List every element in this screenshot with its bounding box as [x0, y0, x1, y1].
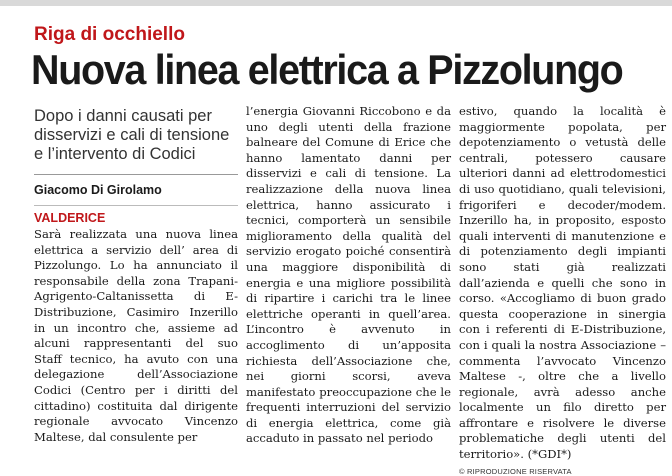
summary: Dopo i danni causati per disservizi e cali di tensione e l’intervento di Codici [34, 107, 230, 163]
copyright-notice: © RIPRODUZIONE RISERVATA [459, 466, 572, 476]
body-text-col3: estivo, quando la località è maggiormente popolata, per depotenziamento o vetustà delle centrali, potessero causare ulteriori danni ad elettrodomestici di uso quotidiano, quali televisioni, frigoriferi e decoder/modem. Inzerillo ha, in proposito, esposto quali interventi di manutenzione e di potenziamento degli impianti sono stati già realizzati dall’azienda e quelli che sono in corso. «Accogliamo di buon grado questa cooperazione in sinergia con i referenti di E-Distribuzione, con i quali la nostra Associazione – commenta l’avvocato Vincenzo Maltese -, oltre che a livello regionale, avrà adesso anche localmente un filo diretto per affrontare e risolvere le diverse problematiche degli utenti del territorio». (*GDI*) [459, 104, 666, 462]
body-text-col1: Sarà realizzata una nuova linea elettrica a servizio dell’ area di Pizzolungo. Lo ha annunciato il responsabile della zona Trapani-Agrigento-Caltanissetta di E-Distribuzione, Casimiro Inzerillo in un incontro che, assieme ad alcuni rappresentanti del suo Staff tecnico, ha avuto con una delegazione dell’Associazione Codici (Centro per i diritti del cittadino) costituita dal dirigente regionale avvocato Vincenzo Maltese, dal consulente per [34, 227, 238, 444]
body-text-col2: l’energia Giovanni Riccobono e da uno degli utenti della frazione balneare del Comune di Erice che hanno lamentato danni per disservizi e cali di tensione. La realizzazione della nuova linea elettrica, hanno assicurato i tecnici, comporterà un sensibile miglioramento della qualità del servizio erogato poiché consentirà una maggiore disponibilità di energia e una migliore possibilità di ripartire i carichi tra le linee elettriche operanti in quell’area. L’incontro è avvenuto in accoglimento di un’apposita richiesta dell’Associazione che, nei giorni scorsi, aveva manifestato preoccupazione che le frequenti interruzioni del servizio di energia elettrica, come già accaduto in passato nel periodo [246, 104, 451, 446]
summary-divider [34, 174, 238, 175]
column-3 [459, 104, 666, 476]
column-2 [246, 104, 451, 447]
dateline: VALDERICE [34, 211, 106, 225]
headline: Nuova linea elettrica a Pizzolungo [31, 46, 623, 93]
top-divider [0, 0, 672, 6]
author: Giacomo Di Girolamo [34, 183, 162, 197]
author-divider [34, 205, 238, 206]
kicker: Riga di occhiello [34, 24, 185, 45]
column-1 [34, 104, 238, 445]
